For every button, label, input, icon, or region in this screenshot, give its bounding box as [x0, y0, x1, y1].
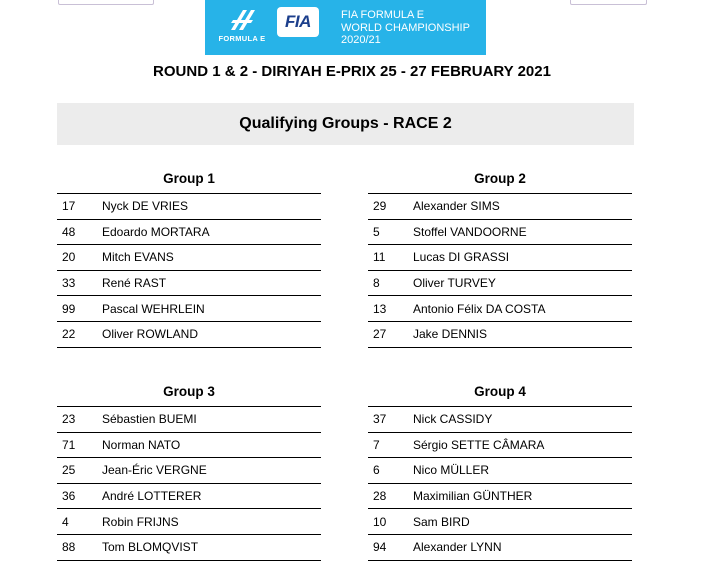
table-row — [368, 322, 632, 348]
table-row — [57, 433, 321, 459]
driver-number: 13 — [373, 301, 387, 316]
driver-number: 5 — [373, 224, 380, 239]
driver-name: Jake DENNIS — [413, 327, 488, 342]
table-row — [368, 407, 632, 433]
driver-name: Tom BLOMQVIST — [102, 540, 199, 555]
table-row — [368, 220, 632, 246]
driver-number: 48 — [62, 224, 76, 239]
table-row — [368, 535, 632, 561]
driver-name: Alexander SIMS — [413, 199, 500, 214]
table-row — [57, 407, 321, 433]
formula-e-wordmark: FORMULA E — [218, 34, 266, 43]
driver-number: 4 — [62, 514, 69, 529]
driver-name: Mitch EVANS — [102, 250, 174, 265]
table-row — [368, 245, 632, 271]
driver-name: Nyck DE VRIES — [102, 199, 189, 214]
page-frame-right — [570, 0, 647, 5]
championship-line-1: FIA FORMULA E — [341, 9, 425, 21]
championship-banner — [205, 0, 486, 55]
driver-number: 23 — [62, 412, 76, 427]
driver-number: 20 — [62, 250, 76, 265]
group-1 — [57, 169, 321, 348]
driver-number: 33 — [62, 276, 76, 291]
page-frame-left — [58, 0, 154, 5]
fia-logo — [277, 7, 319, 37]
driver-number: 25 — [62, 463, 76, 478]
championship-title — [341, 9, 470, 47]
driver-number: 71 — [62, 437, 76, 452]
table-row — [368, 433, 632, 459]
table-row — [368, 194, 632, 220]
driver-name: Sébastien BUEMI — [102, 412, 197, 427]
driver-name: Oliver ROWLAND — [102, 327, 199, 342]
driver-name: Sérgio SETTE CÂMARA — [413, 437, 545, 452]
driver-number: 6 — [373, 463, 380, 478]
table-row — [368, 458, 632, 484]
table-row — [368, 509, 632, 535]
table-row — [57, 271, 321, 297]
section-title: Qualifying Groups - RACE 2 — [239, 115, 452, 132]
driver-number: 88 — [62, 540, 76, 555]
driver-number: 27 — [373, 327, 387, 342]
table-row — [368, 271, 632, 297]
driver-number: 28 — [373, 489, 387, 504]
group-2 — [368, 169, 632, 348]
driver-number: 29 — [373, 199, 387, 214]
driver-name: Norman NATO — [102, 437, 181, 452]
table-row — [57, 194, 321, 220]
championship-line-3: 2020/21 — [341, 34, 381, 46]
table-row — [57, 484, 321, 510]
group-title: Group 4 — [474, 384, 526, 399]
driver-number: 17 — [62, 199, 76, 214]
driver-number: 8 — [373, 276, 380, 291]
fia-wordmark: FIA — [285, 12, 311, 31]
table-row — [57, 220, 321, 246]
driver-name: Sam BIRD — [413, 514, 470, 529]
table-row — [368, 296, 632, 322]
formula-e-logo — [213, 6, 271, 48]
driver-name: René RAST — [102, 276, 167, 291]
group-3 — [57, 382, 321, 561]
round-title: ROUND 1 & 2 - DIRIYAH E-PRIX 25 - 27 FEBRUARY 2021 — [153, 63, 551, 80]
driver-name: Jean-Éric VERGNE — [102, 463, 207, 478]
driver-name: Oliver TURVEY — [413, 276, 496, 291]
section-header — [57, 103, 634, 145]
driver-name: Nico MÜLLER — [413, 463, 490, 478]
driver-name: Stoffel VANDOORNE — [413, 224, 527, 239]
championship-line-2: WORLD CHAMPIONSHIP — [341, 21, 470, 34]
driver-number: 7 — [373, 437, 380, 452]
driver-name: Robin FRIJNS — [102, 514, 179, 529]
table-row — [57, 322, 321, 348]
driver-number: 11 — [373, 250, 386, 265]
driver-number: 94 — [373, 540, 387, 555]
group-title: Group 2 — [474, 171, 526, 186]
driver-name: Edoardo MORTARA — [102, 224, 210, 239]
table-row — [368, 484, 632, 510]
driver-number: 22 — [62, 327, 76, 342]
driver-name: Lucas DI GRASSI — [413, 250, 510, 265]
group-title: Group 3 — [163, 384, 215, 399]
table-row — [57, 245, 321, 271]
driver-number: 10 — [373, 514, 387, 529]
driver-number: 37 — [373, 412, 387, 427]
group-title: Group 1 — [163, 171, 215, 186]
table-row — [57, 296, 321, 322]
formula-e-emblem-icon — [213, 6, 271, 36]
driver-name: Maximilian GÜNTHER — [413, 489, 533, 504]
driver-name: Pascal WEHRLEIN — [102, 301, 205, 316]
driver-name: Nick CASSIDY — [413, 412, 493, 427]
table-row — [57, 535, 321, 561]
driver-name: Antonio Félix DA COSTA — [413, 301, 546, 316]
driver-name: André LOTTERER — [102, 489, 202, 504]
table-row — [57, 458, 321, 484]
driver-number: 99 — [62, 301, 76, 316]
group-4 — [368, 382, 632, 561]
table-row — [57, 509, 321, 535]
driver-name: Alexander LYNN — [413, 540, 502, 555]
driver-number: 36 — [62, 489, 76, 504]
